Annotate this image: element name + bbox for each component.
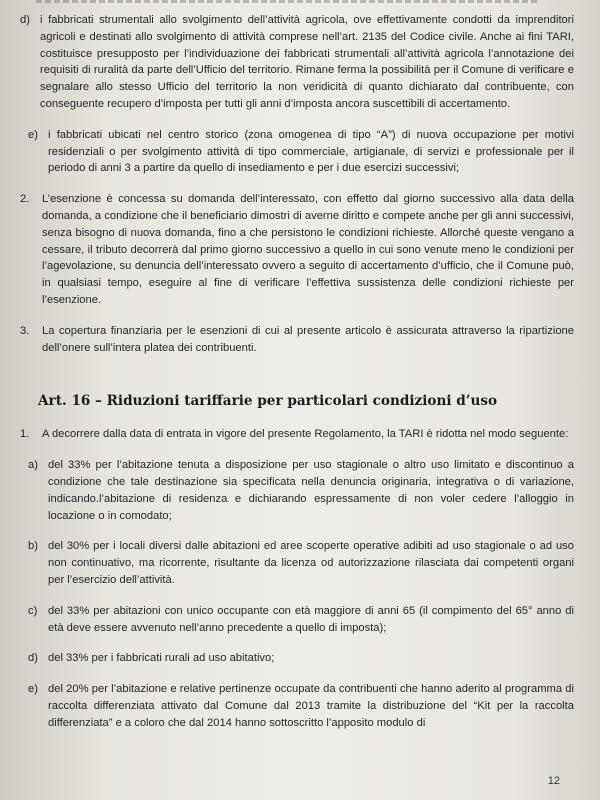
page-number: 12 (547, 775, 560, 788)
item-text: del 33% per i fabbricati rurali ad uso abitativo; (48, 652, 275, 665)
reduction-item-b (20, 538, 574, 588)
paragraph-number: 1. (20, 428, 30, 441)
item-text: del 33% per l’abitazione tenuta a disposizione per uso stagionale o altro uso limitato e discontinuo a condizione che tale destinazione sia specificata nella denuncia originaria, integrativa o di variazione, indicando.l’abitazione di residenza e dichiarando espressamente di non voler cedere l’alloggio in locazione o in comodato; (48, 459, 574, 522)
item-text: del 20% per l’abitazione e relative pertinenze occupate da contribuenti che hanno aderito al programma di raccolta differenziata attivato dal Comune dal 2013 tramite la distribuzione del “Kit per la raccolta differenziata” e a coloro che dal 2014 hanno sottoscritto l’apposito modulo di (48, 683, 574, 729)
list-item-d (20, 12, 574, 113)
item-label: d) (20, 14, 30, 26)
item-label: d) (28, 652, 38, 665)
item-text: i fabbricati ubicati nel centro storico (zona omogenea di tipo “A”) di nuova occupazione per motivi residenziali o per svolgimento attività di tipo commerciale, artigianale, di servizi e professionale per il periodo di anni 3 a partire da quello di insediamento e per i due esercizi successivi; (48, 128, 574, 175)
item-text: del 33% per abitazioni con unico occupante con età maggiore di anni 65 (il compimento del 65° anno di età deve essere avvenuto nell’anno precedente a quello di imposta); (48, 604, 574, 634)
paragraph-1 (20, 426, 574, 443)
paragraph-number: 2. (20, 193, 30, 206)
paragraph-text: A decorrere dalla data di entrata in vigore del presente Regolamento, la TARI è ridotta nel modo seguente: (42, 428, 569, 441)
article-heading: Art. 16 – Riduzioni tariffarie per particolari condizioni d’uso (38, 393, 498, 410)
item-label: c) (28, 604, 38, 617)
paragraph-text: La copertura finanziaria per le esenzioni di cui al presente articolo è assicurata attraverso la ripartizione dell’onere sull’intera platea dei contribuenti. (42, 324, 574, 354)
item-label: a) (28, 459, 38, 472)
item-text: del 30% per i locali diversi dalle abitazioni ed aree scoperte operative adibiti ad uso stagionale o ad uso non continuativo, ma ricorrente, risultante da licenza od autorizzazione rilasciata dai competenti organi per l’esercizio dell’attività. (48, 540, 574, 586)
reduction-item-e (20, 681, 574, 731)
cut-off-text-line (36, 0, 540, 3)
item-label: e) (28, 128, 38, 141)
paragraph-number: 3. (20, 324, 30, 337)
paragraph-2 (20, 191, 574, 309)
item-label: b) (28, 540, 38, 553)
reduction-item-d (20, 650, 574, 667)
paragraph-text: L’esenzione è concessa su domanda dell’interessato, con effetto dal giorno successivo alla data della domanda, a condizione che il beneficiario dimostri di averne diritto e compete anche per gli anni successivi, senza bisogno di nuova domanda, fino a che persistono le condizioni richieste. Allorché queste vengano a cessare, il tributo decorrerà dal primo giorno successivo a quello in cui sono venute meno le condizioni per l’agevolazione, su denuncia dell’interessato ovvero a seguito di accertamento d’ufficio, che il Comune può, in qualsiasi tempo, eseguire al fine di verificare l’effettiva sussistenza delle condizioni richieste per l’esenzione. (42, 193, 574, 306)
reduction-item-c (20, 603, 574, 637)
reduction-item-a (20, 457, 574, 524)
paragraph-3 (20, 323, 574, 357)
item-label: e) (28, 683, 38, 696)
item-text: i fabbricati strumentali allo svolgimento dell’attività agricola, ove effettivamente condotti da imprenditori agricoli e destinati allo svolgimento di attività comprese nell’art. 2135 del Codice civile. Anche ai fini TARI, costituisce presupposto per l’individuazione dei fabbricati strumentali all’attività agricola l’annotazione dei requisiti di ruralità da parte dell’Ufficio del territorio. Rimane ferma la possibilità per il Comune di verificare e segnalare allo stesso Ufficio del territorio la non veridicità di quanto dichiarato dal contribuente, con conseguente recupero d’imposta per tutti gli anni d’imposta ancora suscettibili di accertamento. (40, 14, 574, 110)
list-item-e (20, 127, 574, 177)
